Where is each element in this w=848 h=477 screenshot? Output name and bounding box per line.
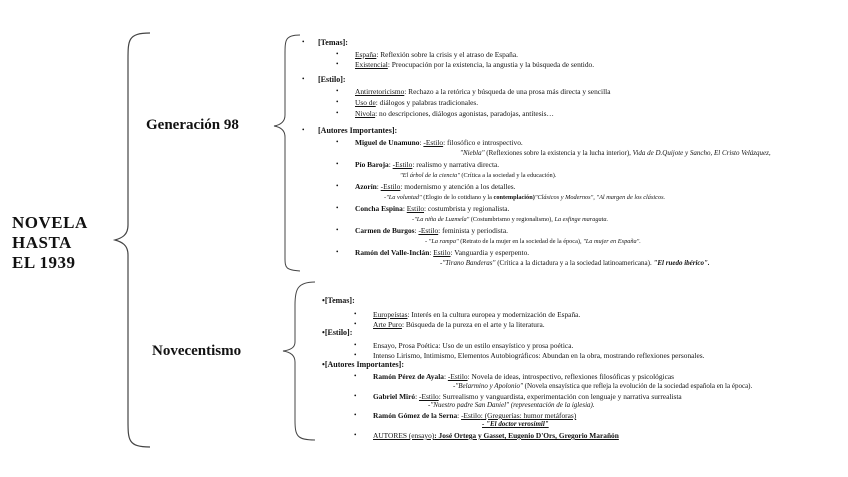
work-bold: contemplación) bbox=[493, 194, 535, 201]
works-line bbox=[453, 382, 752, 391]
work-desc: (Retrato de la mujer en la sociedad de la época), bbox=[458, 238, 584, 245]
sep: : bbox=[388, 160, 393, 169]
item-key: Europeístas bbox=[373, 310, 408, 319]
bullet: • bbox=[354, 392, 357, 400]
author-line bbox=[373, 372, 674, 381]
nove-title: Novecentismo bbox=[152, 343, 242, 359]
item-key: Existencial bbox=[355, 60, 388, 69]
work-title: -"La niña de Luzmela" bbox=[412, 216, 470, 223]
title-line-3: EL 1939 bbox=[12, 253, 76, 272]
list-item bbox=[373, 310, 580, 319]
author-name: Ramón Pérez de Ayala bbox=[373, 372, 444, 381]
list-item: Ensayo, Prosa Poética: Uso de un estilo ensayístico y prosa poética. bbox=[373, 341, 574, 350]
estilo-desc: : modernismo y atención a los detalles. bbox=[400, 182, 516, 191]
title-line-2: HASTA bbox=[12, 233, 72, 252]
work-others: "La mujer en España". bbox=[583, 238, 641, 245]
bullet: • bbox=[354, 320, 357, 328]
sep: : bbox=[457, 411, 462, 420]
author-name: Concha Espina bbox=[355, 204, 403, 213]
estilo-desc: : feminista y periodista. bbox=[438, 226, 508, 235]
work-desc: (Elogio de lo cotidiano y la bbox=[421, 194, 494, 201]
estilo-desc: : Vanguardia y esperpento. bbox=[450, 248, 530, 257]
list-item bbox=[355, 60, 594, 69]
bullet: • bbox=[336, 87, 339, 95]
list-item: Intenso Lirismo, Intimismo, Elementos Autobiográficos: Abundan en la obra, mostrando reflexiones personales. bbox=[373, 351, 705, 360]
author-line bbox=[373, 411, 576, 420]
list-item bbox=[355, 50, 518, 59]
estilo-label: -Estilo bbox=[423, 138, 444, 147]
author-line bbox=[355, 160, 499, 169]
bullet: • bbox=[354, 351, 357, 359]
main-brace bbox=[115, 33, 150, 447]
bullet: • bbox=[336, 182, 339, 190]
item-text: : Interés en la cultura europea y modernización de España. bbox=[407, 310, 581, 319]
estilo-label: -Estilo bbox=[461, 411, 481, 420]
works-line bbox=[482, 420, 549, 429]
label-text: [Estilo]: bbox=[324, 328, 353, 337]
nove-estilo-label: •[Estilo]: bbox=[322, 328, 353, 337]
sep: : bbox=[402, 204, 407, 213]
nove-temas-label: •[Temas]: bbox=[322, 296, 355, 305]
bullet: • bbox=[354, 341, 357, 349]
works-line bbox=[400, 171, 556, 180]
author-name: Miguel de Unamuno bbox=[355, 138, 420, 147]
bullet: • bbox=[336, 98, 339, 106]
item-text: : diálogos y palabras tradicionales. bbox=[375, 98, 479, 107]
gen98-autores-label: [Autores Importantes]: bbox=[318, 126, 398, 135]
sep: : bbox=[443, 372, 448, 381]
author-line bbox=[355, 204, 509, 213]
bullet: • bbox=[336, 138, 339, 146]
extra-label: AUTORES (ensayo) bbox=[373, 431, 435, 440]
bullet: • bbox=[336, 109, 339, 117]
author-line bbox=[355, 138, 523, 147]
list-item bbox=[373, 431, 619, 440]
estilo-label: -Estilo bbox=[447, 372, 468, 381]
author-name: Pío Baroja bbox=[355, 160, 389, 169]
item-key: Arte Puro bbox=[373, 320, 402, 329]
work-others: "El ruedo ibérico". bbox=[653, 259, 710, 267]
list-item bbox=[355, 87, 611, 96]
work-title: -"Belarmino y Apolonio" bbox=[453, 382, 523, 390]
estilo-desc: : Novela de ideas, introspectivo, reflexiones filosóficas y psicológicas bbox=[467, 372, 675, 381]
item-text: : Preocupación por la existencia, la angustia y la búsqueda de sentido. bbox=[387, 60, 595, 69]
bullet: • bbox=[336, 60, 339, 68]
estilo-desc: : filosófico e introspectivo. bbox=[443, 138, 523, 147]
estilo-desc: : (Greguerías: humor metáforas) bbox=[480, 411, 577, 420]
estilo-label: -Estilo bbox=[418, 226, 439, 235]
nove-brace bbox=[283, 282, 315, 440]
bullet: • bbox=[336, 160, 339, 168]
sep: : bbox=[429, 248, 434, 257]
gen98-brace bbox=[274, 35, 300, 271]
works-line bbox=[440, 259, 710, 268]
author-name: Carmen de Burgos bbox=[355, 226, 415, 235]
works-line bbox=[428, 401, 595, 410]
list-item bbox=[373, 320, 545, 329]
work-title: "Niebla" bbox=[460, 149, 485, 157]
item-text: : Búsqueda de la pureza en el arte y la literatura. bbox=[401, 320, 545, 329]
author-name: Ramón Gómez de la Serna bbox=[373, 411, 458, 420]
work-others: Vida de D.Quijote y Sancho, El Cristo Velázquez, bbox=[632, 149, 771, 157]
sep: : bbox=[414, 226, 419, 235]
work-desc: (Crítica a la sociedad y la educación). bbox=[459, 172, 557, 179]
work-desc: (Costumbrismo y regionalismo), bbox=[469, 216, 555, 223]
estilo-desc: : costumbrista y regionalista. bbox=[424, 204, 510, 213]
item-key: Nivola bbox=[355, 109, 376, 118]
author-line bbox=[355, 248, 529, 257]
gen98-title: Generación 98 bbox=[146, 117, 239, 133]
works-line bbox=[384, 193, 665, 202]
bullet: • bbox=[354, 372, 357, 380]
bullet: • bbox=[354, 310, 357, 318]
estilo-label: -Estilo bbox=[380, 182, 401, 191]
item-key: España bbox=[355, 50, 377, 59]
nove-autores-label: •[Autores Importantes]: bbox=[322, 360, 404, 369]
item-text: : no descripciones, diálogos agonistas, paradojas, antítesis… bbox=[375, 109, 554, 118]
bullet: • bbox=[336, 50, 339, 58]
work-title: -"Nuestro padre San Daniel" bbox=[428, 401, 509, 409]
estilo-label: -Estilo bbox=[392, 160, 413, 169]
sep: : bbox=[419, 138, 424, 147]
sep: : bbox=[376, 182, 381, 191]
main-title bbox=[12, 213, 88, 273]
author-name: Gabriel Miró bbox=[373, 392, 416, 401]
estilo-label: Estilo bbox=[433, 248, 451, 257]
work-desc: (Crítica a la dictadura y a la sociedad latinoamericana). bbox=[495, 259, 654, 267]
bullet: • bbox=[302, 38, 305, 46]
item-key: Antirretoricismo bbox=[355, 87, 405, 96]
work-others: (representación de la iglesia). bbox=[509, 401, 595, 409]
author-line bbox=[355, 226, 508, 235]
author-line bbox=[373, 392, 682, 401]
title-line-1: NOVELA bbox=[12, 213, 88, 232]
works-line bbox=[412, 215, 608, 224]
work-desc: (Reflexiones sobre la existencia y la lucha interior), bbox=[484, 149, 633, 157]
gen98-estilo-label: [Estilo]: bbox=[318, 75, 346, 84]
work-title: -"La voluntad" bbox=[384, 194, 422, 201]
author-name: Ramón del Valle-Inclán bbox=[355, 248, 430, 257]
work-others: "Clásicos y Modernos", "Al margen de los clásicos. bbox=[534, 194, 666, 201]
estilo-label: -Estilo bbox=[418, 392, 439, 401]
work-title: "El árbol de la ciencia" bbox=[400, 172, 460, 179]
works-line bbox=[425, 237, 641, 246]
estilo-label: Estilo bbox=[406, 204, 425, 213]
works-line bbox=[460, 149, 771, 158]
bullet: • bbox=[336, 226, 339, 234]
label-text: [Temas]: bbox=[324, 296, 355, 305]
bullet: • bbox=[354, 431, 357, 439]
bullet: • bbox=[354, 411, 357, 419]
estilo-desc: : Surrealismo y vanguardista, experimentación con lenguaje y narrativa surrealista bbox=[438, 392, 682, 401]
sep: : bbox=[415, 392, 419, 401]
work-title: - "El doctor verosímil" bbox=[482, 420, 549, 428]
work-title: - "La rampa" bbox=[425, 238, 459, 245]
label-text: [Autores Importantes]: bbox=[324, 360, 404, 369]
work-desc: (Novela ensayística que refleja la evolución de la sociedad española en la época). bbox=[522, 382, 753, 390]
work-title: -"Tirano Banderas" bbox=[440, 259, 496, 267]
author-name: Azorín bbox=[355, 182, 377, 191]
item-text: : Reflexión sobre la crisis y el atraso de España. bbox=[376, 50, 518, 59]
bullet: • bbox=[336, 248, 339, 256]
list-item bbox=[355, 109, 554, 118]
gen98-temas-label: [Temas]: bbox=[318, 38, 348, 47]
bullet: • bbox=[302, 75, 305, 83]
work-others: La esfinge maragata. bbox=[554, 216, 609, 223]
item-text: : Rechazo a la retórica y búsqueda de una prosa más directa y sencilla bbox=[404, 87, 611, 96]
bullet: • bbox=[302, 126, 305, 134]
author-line bbox=[355, 182, 516, 191]
estilo-desc: : realismo y narrativa directa. bbox=[412, 160, 500, 169]
extra-names: : José Ortega y Gasset, Eugenio D'Ors, Gregorio Marañón bbox=[434, 431, 619, 440]
list-item bbox=[355, 98, 478, 107]
bullet: • bbox=[336, 204, 339, 212]
item-key: Uso de bbox=[355, 98, 376, 107]
